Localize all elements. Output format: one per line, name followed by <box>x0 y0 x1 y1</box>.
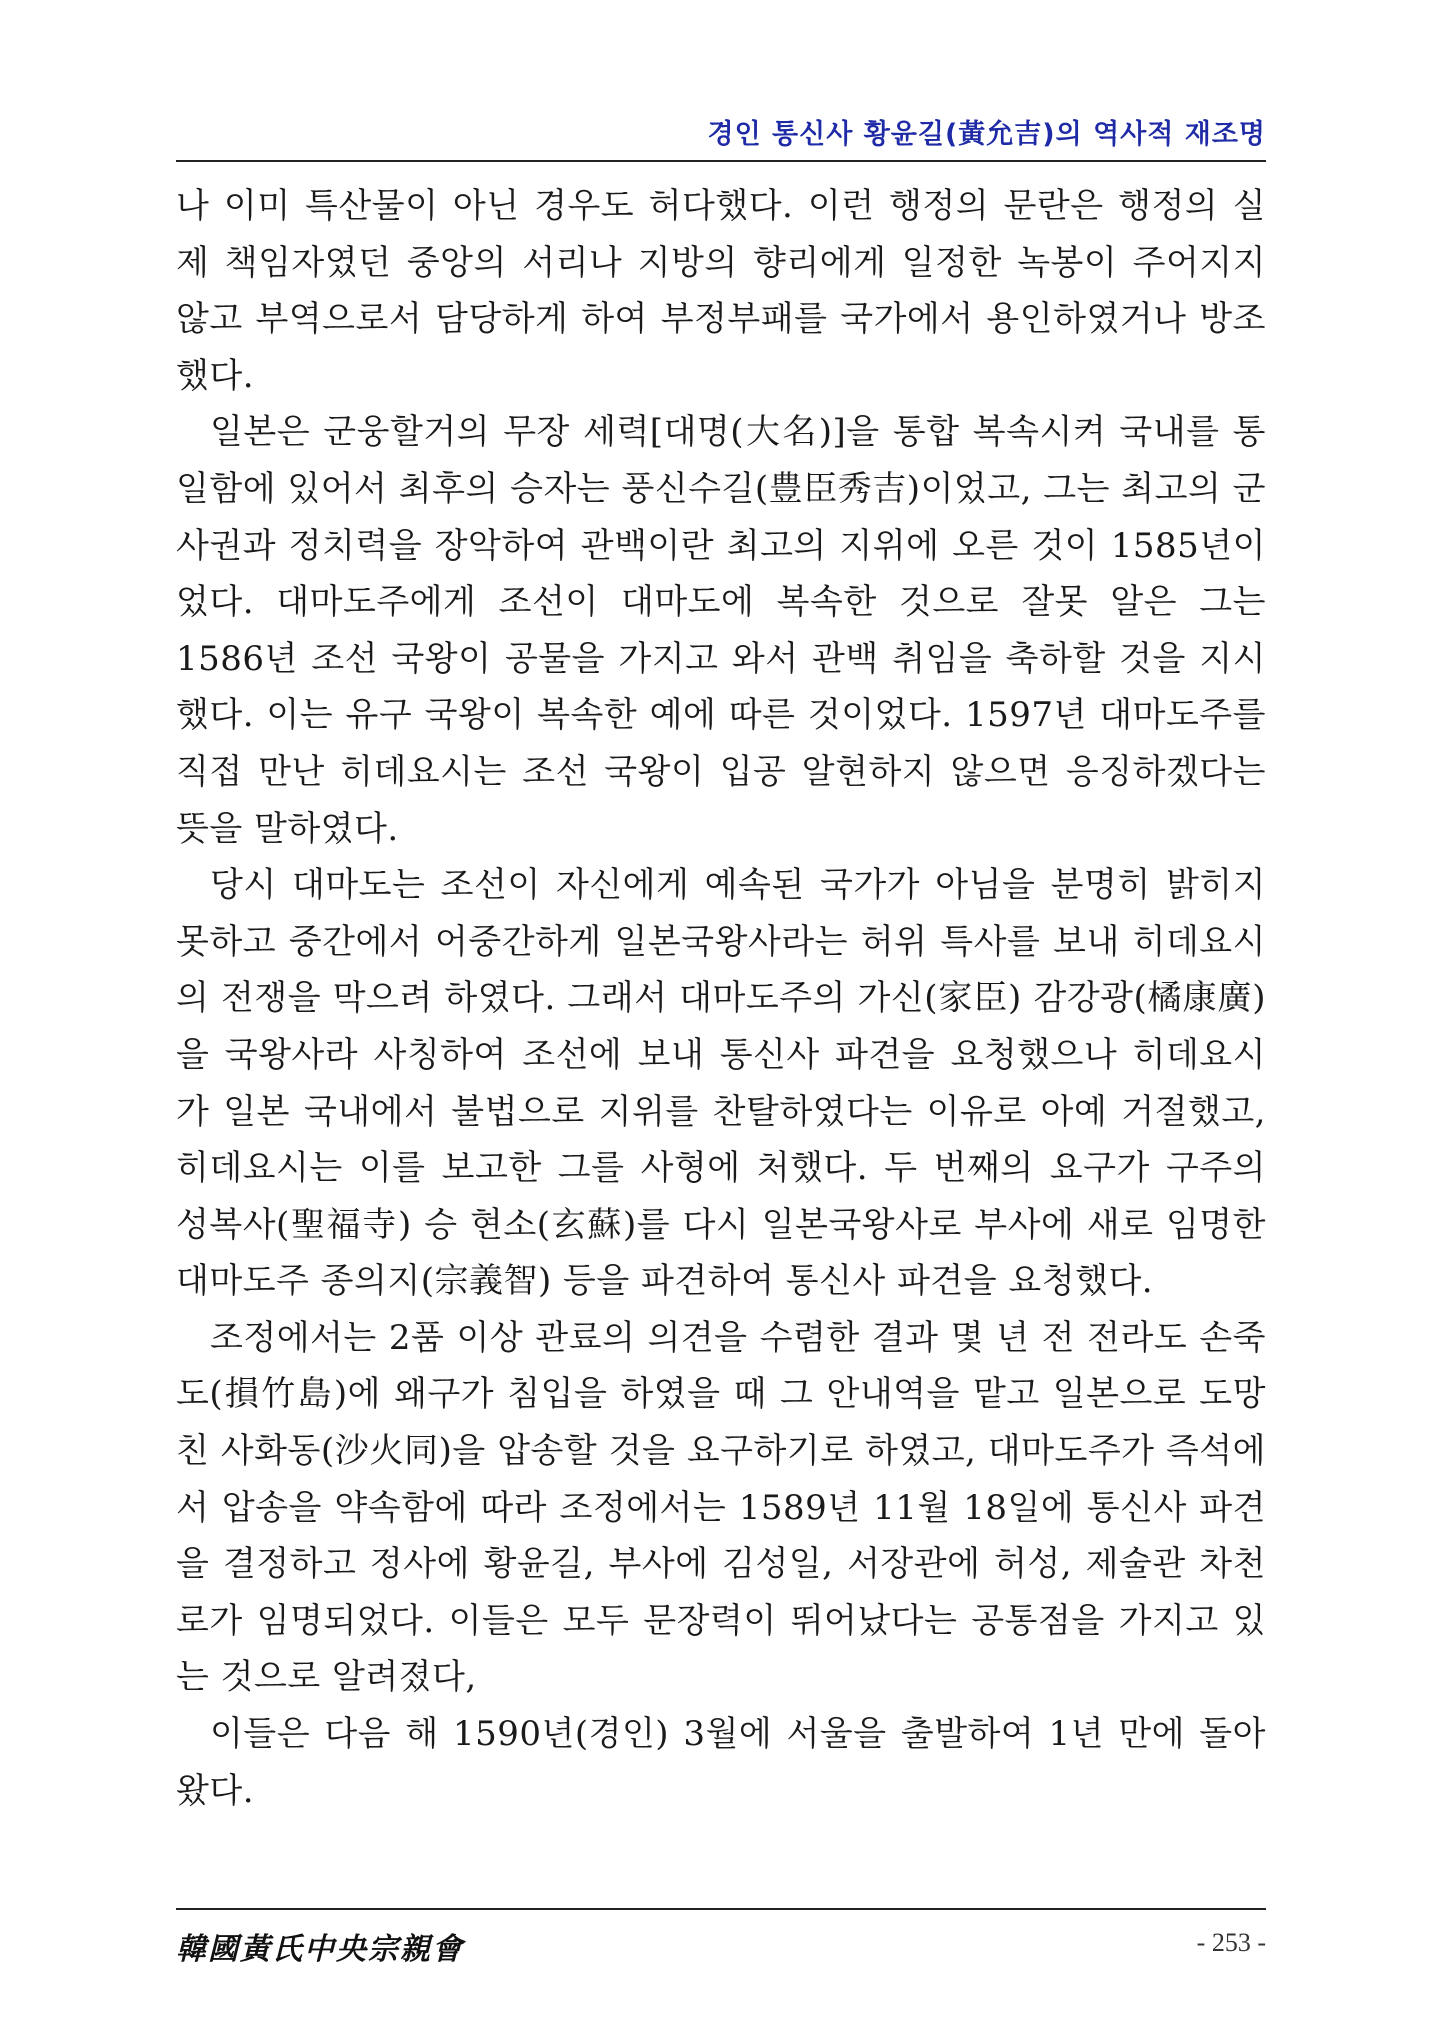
running-header-title: 경인 통신사 황윤길(黃允吉)의 역사적 재조명 <box>707 119 1266 150</box>
paragraph: 당시 대마도는 조선이 자신에게 예속된 국가가 아님을 분명히 밝히지 못하고 중간에서 어중간하게 일본국왕사라는 허위 특사를 보내 히데요시의 전쟁을 막으려 하였다. 그래서 대마도주의 가신(家臣) 감강광(橘康廣)을 국왕사라 사칭하여 조선에 보내 통신사 파견을 요청했으나 히데요시가 일본 국내에서 불법으로 지위를 찬탈하였다는 이유로 아예 거절했고, 히데요시는 이를 보고한 그를 사형에 처했다. 두 번째의 요구가 구주의 성복사(聖福寺) 승 현소(玄蘇)를 다시 일본국왕사로 부사에 새로 임명한 대마도주 종의지(宗義智) 등을 파견하여 통신사 파견을 요청했다. <box>176 865 1266 1302</box>
paragraph: 일본은 군웅할거의 무장 세력[대명(大名)]을 통합 복속시켜 국내를 통일함에 있어서 최후의 승자는 풍신수길(豊臣秀吉)이었고, 그는 최고의 군사권과 정치력을 장악하여 관백이란 최고의 지위에 오른 것이 1585년이었다. 대마도주에게 조선이 대마도에 복속한 것으로 잘못 알은 그는 1586년 조선 국왕이 공물을 가지고 와서 관백 취임을 축하할 것을 지시했다. 이는 유구 국왕이 복속한 예에 따른 것이었다. 1597년 대마도주를 직접 만난 히데요시는 조선 국왕이 입공 알현하지 않으면 응징하겠다는 뜻을 말하였다. <box>176 412 1266 849</box>
footer-divider <box>176 1908 1266 1910</box>
paragraph: 나 이미 특산물이 아닌 경우도 허다했다. 이런 행정의 문란은 행정의 실제 책임자였던 중앙의 서리나 지방의 향리에게 일정한 녹봉이 주어지지 않고 부역으로서 담당하게 하여 부정부패를 국가에서 용인하였거나 방조했다. <box>176 186 1266 396</box>
body-text <box>176 178 1266 1819</box>
footer-organization-logo: 韓國黃氏中央宗親會 <box>176 1932 464 1967</box>
header-divider <box>176 160 1266 162</box>
page-number: - 253 - <box>1196 1928 1266 1957</box>
paragraph: 조정에서는 2품 이상 관료의 의견을 수렴한 결과 몇 년 전 전라도 손죽도(損竹島)에 왜구가 침입을 하였을 때 그 안내역을 맡고 일본으로 도망친 사화동(沙火同)을 압송할 것을 요구하기로 하였고, 대마도주가 즉석에서 압송을 약속함에 따라 조정에서는 1589년 11월 18일에 통신사 파견을 결정하고 정사에 황윤길, 부사에 김성일, 서장관에 허성, 제술관 차천로가 임명되었다. 이들은 모두 문장력이 뛰어났다는 공통점을 가지고 있는 것으로 알려졌다, <box>176 1317 1266 1698</box>
paragraph: 이들은 다음 해 1590년(경인) 3월에 서울을 출발하여 1년 만에 돌아왔다. <box>176 1714 1266 1811</box>
